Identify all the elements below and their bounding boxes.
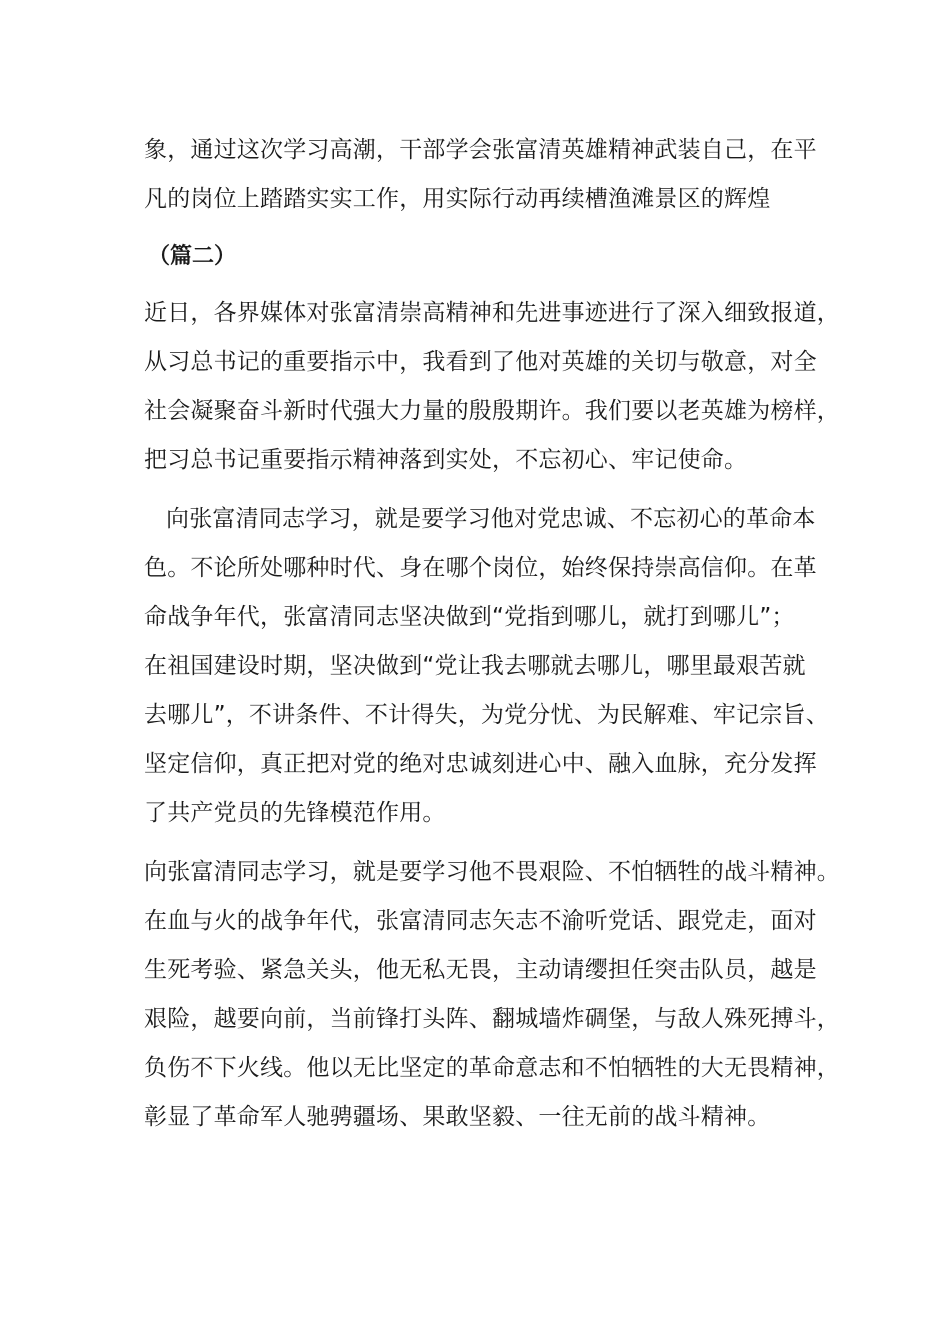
- paragraph-line: 去哪儿”，不讲条件、不计得失，为党分忧、为民解难、牢记宗旨、: [144, 702, 829, 728]
- paragraph-line: 在血与火的战争年代，张富清同志矢志不渝听党话、跟党走，面对: [144, 908, 817, 934]
- paragraph-line: 命战争年代，张富清同志坚决做到“党指到哪儿，就打到哪儿”；: [144, 604, 795, 630]
- paragraph-2: [144, 495, 829, 838]
- paragraph-line: 社会凝聚奋斗新时代强大力量的殷殷期许。我们要以老英雄为榜样，: [144, 398, 840, 424]
- paragraph-line: 从习总书记的重要指示中，我看到了他对英雄的关切与敬意，对全: [144, 349, 817, 375]
- paragraph-line: 在祖国建设时期，坚决做到“党让我去哪就去哪儿，哪里最艰苦就: [144, 653, 806, 679]
- paragraph-line: 凡的岗位上踏踏实实工作，用实际行动再续槽渔滩景区的辉煌: [144, 186, 771, 212]
- paragraph-line: 向张富清同志学习，就是要学习他对党忠诚、不忘初心的革命本: [166, 506, 816, 532]
- paragraph-line: 坚定信仰，真正把对党的绝对忠诚刻进心中、融入血脉，充分发挥: [144, 751, 817, 777]
- section-heading: （篇二）: [148, 244, 237, 269]
- paragraph-line: 生死考验、紧急关头，他无私无畏，主动请缨担任突击队员，越是: [144, 957, 817, 983]
- paragraph-line: 把习总书记重要指示精神落到实处，不忘初心、牢记使命。: [144, 447, 748, 473]
- paragraph-line: 近日，各界媒体对张富清崇高精神和先进事迹进行了深入细致报道，: [144, 300, 840, 326]
- paragraph-line: 向张富清同志学习，就是要学习他不畏艰险、不怕牺牲的战斗精神。: [144, 859, 840, 885]
- paragraph-line: 彰显了革命军人驰骋疆场、果敢坚毅、一往无前的战斗精神。: [144, 1104, 771, 1130]
- continuation-paragraph: [144, 126, 816, 224]
- paragraph-3: [144, 848, 840, 1142]
- paragraph-line: 了共产党员的先锋模范作用。: [144, 800, 446, 826]
- paragraph-line: 色。不论所处哪种时代、身在哪个岗位，始终保持崇高信仰。在革: [144, 555, 817, 581]
- paragraph-line: 艰险，越要向前，当前锋打头阵、翻城墙炸碉堡，与敌人殊死搏斗，: [144, 1006, 840, 1032]
- paragraph-line: 象，通过这次学习高潮，干部学会张富清英雄精神武装自己，在平: [144, 137, 817, 163]
- paragraph-line: 负伤不下火线。他以无比坚定的革命意志和不怕牺牲的大无畏精神，: [144, 1055, 840, 1081]
- paragraph-1: [144, 289, 840, 485]
